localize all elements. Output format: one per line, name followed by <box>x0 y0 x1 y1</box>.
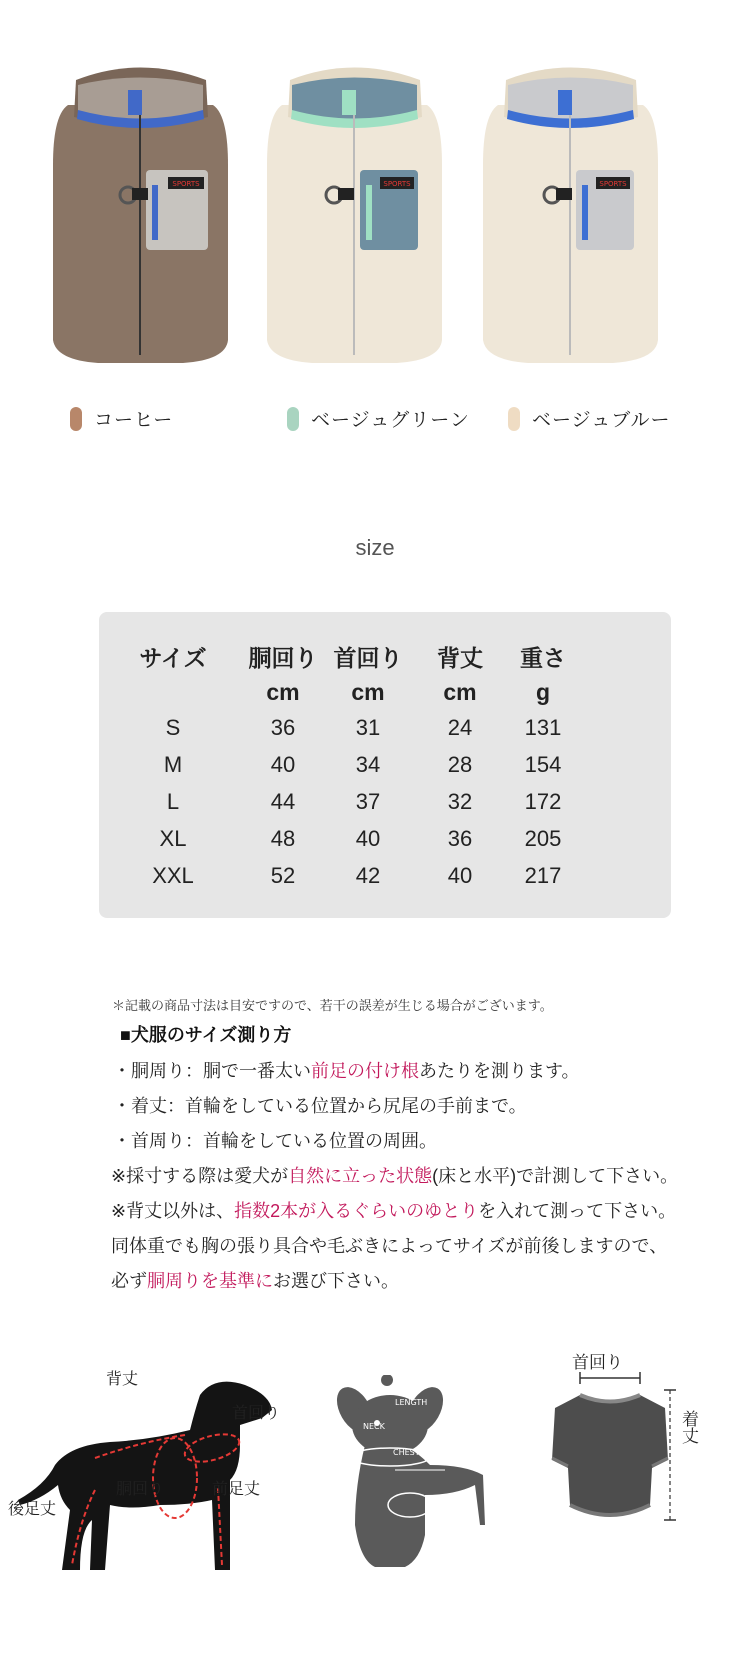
color-option-beige-blue[interactable] <box>508 405 670 432</box>
garment-shape <box>552 1395 668 1515</box>
table-cell: 172 <box>524 789 562 814</box>
label-front-leg: 前足丈 <box>212 1481 261 1498</box>
label-neck-en: NECK <box>363 1422 385 1431</box>
label-back-length: 背丈 <box>106 1371 139 1388</box>
table-unit-back: cm <box>443 679 477 705</box>
color-label: ベージュブルー <box>532 410 671 431</box>
note-line-weight: 同体重でも胸の張り具合や毛ぶきによってサイズが前後しますので、 <box>111 1236 668 1256</box>
size-section-title: size <box>355 535 395 560</box>
table-unit-girth: cm <box>266 679 300 705</box>
table-header-back: 背丈 <box>437 645 483 671</box>
table-cell: 31 <box>355 715 381 740</box>
table-header-weight: 重さ <box>520 645 566 671</box>
size-table <box>99 612 671 918</box>
table-cell: 205 <box>524 826 562 851</box>
table-cell: 40 <box>270 752 296 777</box>
note-line-allowance: ※背丈以外は、指数2本が入るぐらいのゆとりを入れて測って下さい。 <box>111 1201 677 1221</box>
table-cell: 37 <box>355 789 381 814</box>
color-swatch-dot <box>287 407 299 431</box>
product-color-row <box>0 0 750 440</box>
color-option-coffee[interactable] <box>70 405 173 432</box>
note-line-choose: 必ず胴周りを基準にお選び下さい。 <box>111 1271 399 1291</box>
table-cell: 36 <box>270 715 296 740</box>
cartoon-dog-diagram <box>335 1375 495 1575</box>
table-header-girth: 胴回り <box>248 645 318 671</box>
sports-patch-text: SPORTS <box>599 180 627 188</box>
table-unit-weight: g <box>535 679 551 705</box>
label-chest: CHEST <box>393 1448 420 1457</box>
table-cell: 24 <box>447 715 473 740</box>
table-cell: 36 <box>447 826 473 851</box>
note-line-length: ・着丈：首輪をしている位置から尻尾の手前まで。 <box>113 1096 527 1116</box>
table-cell: 52 <box>270 863 296 888</box>
table-cell: XL <box>159 826 187 851</box>
table-cell: M <box>163 752 183 777</box>
label-garment-length: 着丈 <box>679 1410 698 1444</box>
note-line-neck: ・首周り：首輪をしている位置の周囲。 <box>113 1131 437 1151</box>
vest-image-coffee <box>48 55 233 375</box>
table-cell: 42 <box>355 863 381 888</box>
table-header-neck: 首回り <box>333 645 403 671</box>
color-label: コーヒー <box>94 410 174 431</box>
label-neck: 首回り <box>232 1405 281 1422</box>
note-line-girth: ・胴周り：胴で一番太い前足の付け根あたりを測ります。 <box>113 1061 580 1081</box>
notes-heading: ■犬服のサイズ測り方 <box>120 1025 292 1045</box>
vest-image-beige-green <box>262 55 447 375</box>
color-swatch-dot <box>508 407 520 431</box>
table-cell: 34 <box>355 752 381 777</box>
table-cell: 131 <box>524 715 562 740</box>
sports-patch-text: SPORTS <box>172 180 200 188</box>
vest-image-beige-blue <box>478 55 663 375</box>
garment-measurement-diagram <box>540 1350 750 1560</box>
label-girth: 胴回り <box>116 1481 165 1498</box>
table-cell: 44 <box>270 789 296 814</box>
note-line-standing: ※採寸する際は愛犬が自然に立った状態(床と水平)で計測して下さい。 <box>111 1166 679 1186</box>
table-unit-neck: cm <box>351 679 385 705</box>
table-cell: 28 <box>447 752 473 777</box>
table-cell: 217 <box>524 863 562 888</box>
dog-measurement-diagram <box>0 1370 300 1600</box>
table-cell: S <box>165 715 181 740</box>
table-header-size: サイズ <box>139 645 207 671</box>
table-cell: L <box>166 789 180 814</box>
label-garment-neck: 首回り <box>572 1353 623 1372</box>
color-swatch-dot <box>70 407 82 431</box>
label-hind-leg: 後足丈 <box>8 1501 57 1518</box>
table-cell: 40 <box>355 826 381 851</box>
color-label: ベージュグリーン <box>311 410 470 431</box>
table-cell: 154 <box>524 752 562 777</box>
disclaimer-text: ＊記載の商品寸法は目安ですので、若干の誤差が生じる場合がございます。 <box>112 998 553 1013</box>
table-cell: 48 <box>270 826 296 851</box>
table-cell: 32 <box>447 789 473 814</box>
table-cell: 40 <box>447 863 473 888</box>
label-length: LENGTH <box>395 1398 428 1407</box>
color-option-beige-green[interactable] <box>287 405 470 432</box>
sports-patch-text: SPORTS <box>383 180 411 188</box>
table-cell: XXL <box>152 863 194 888</box>
